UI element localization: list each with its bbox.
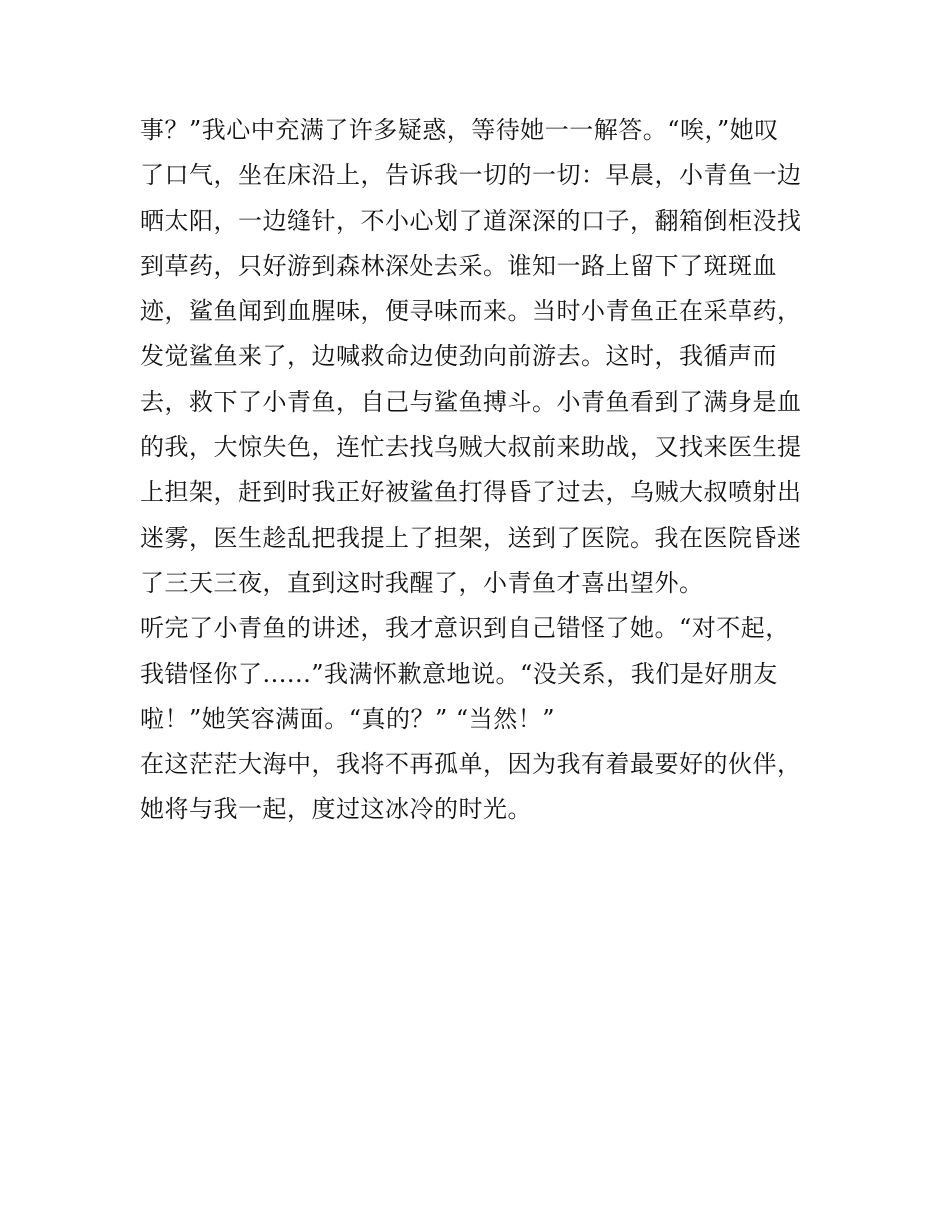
text-line: 迷雾，医生趁乱把我提上了担架，送到了医院。我在医院昏迷 [140,523,802,552]
text-line: 上担架，赶到时我正好被鲨鱼打得昏了过去，乌贼大叔喷射出 [140,478,802,507]
story-text [140,108,820,833]
text-line: 的我，大惊失色，连忙去找乌贼大叔前来助战，又找来医生提 [140,433,802,462]
text-line: 去，救下了小青鱼，自己与鲨鱼搏斗。小青鱼看到了满身是血 [140,387,802,416]
text-line: 了口气，坐在床沿上，告诉我一切的一切：早晨，小青鱼一边 [140,161,802,190]
text-line: 晒太阳，一边缝针，不小心划了道深深的口子，翻箱倒柜没找 [140,206,802,235]
text-line: 她将与我一起，度过这冰冷的时光。 [140,795,532,824]
text-line: 在这茫茫大海中，我将不再孤单，因为我有着最要好的伙伴， [140,750,802,779]
text-line: 到草药，只好游到森林深处去采。谁知一路上留下了斑斑血 [140,251,777,280]
text-line: 迹，鲨鱼闻到血腥味，便寻味而来。当时小青鱼正在采草药， [140,297,802,326]
text-line: 事？”我心中充满了许多疑惑，等待她一一解答。“唉，”她叹 [140,116,779,144]
text-line: 了三天三夜，直到这时我醒了，小青鱼才喜出望外。 [140,568,704,597]
text-line: 发觉鲨鱼来了，边喊救命边使劲向前游去。这时，我循声而 [140,342,777,371]
text-line: 听完了小青鱼的讲述，我才意识到自己错怪了她。“对不起， [140,614,790,643]
text-line: 我错怪你了......”我满怀歉意地说。“没关系，我们是好朋友 [140,659,778,688]
text-line: 啦！”她笑容满面。“真的？” “当然！” [140,704,555,733]
